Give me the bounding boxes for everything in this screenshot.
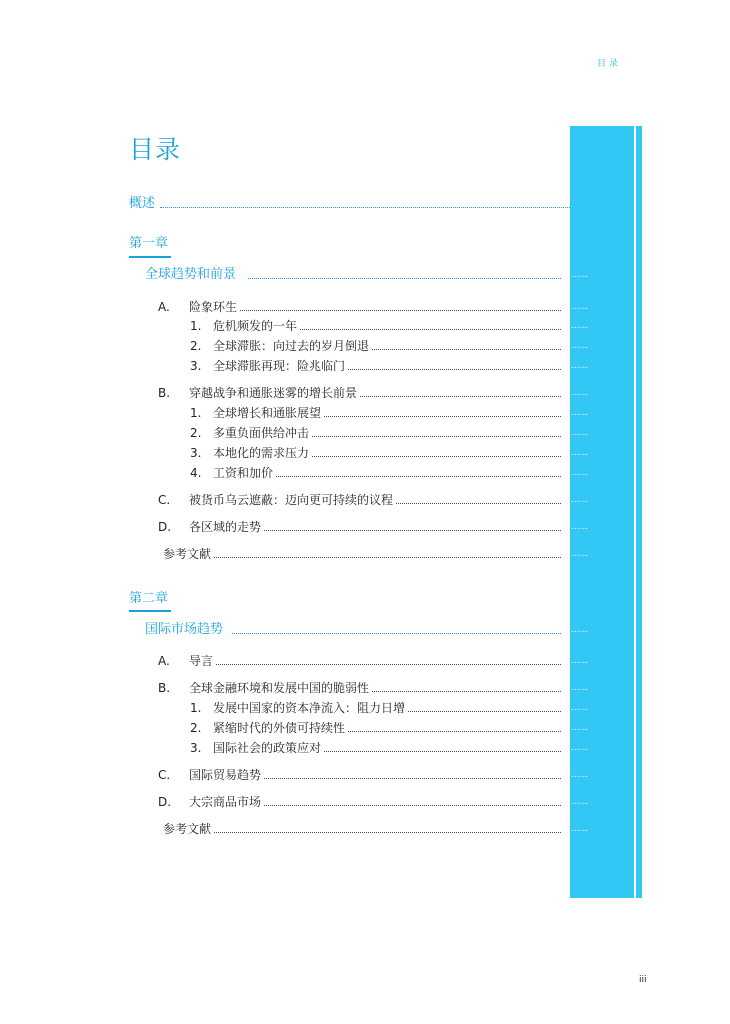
toc-dots: ......: [571, 468, 589, 478]
item-number: 3.: [190, 741, 202, 755]
toc-entry-label: 多重负面供给冲击: [213, 426, 310, 440]
toc-dots: ......: [571, 495, 589, 505]
chapter-label: 第一章: [129, 236, 169, 251]
toc-entry-label: 发展中国家的资本净流入：阻力日增: [213, 701, 406, 715]
toc-dots: ......: [571, 797, 589, 807]
toc-dots: ......: [571, 428, 589, 438]
toc-entry-label: 全球金融环境和发展中国的脆弱性: [189, 681, 370, 695]
toc-dots: ......: [571, 270, 589, 280]
section-letter: C.: [158, 493, 171, 507]
toc-dots: ......: [571, 522, 589, 532]
toc-entry-label: 紧缩时代的外债可持续性: [213, 721, 346, 735]
toc-dots: ......: [571, 408, 589, 418]
toc-entry-label: 全球趋势和前景: [145, 267, 237, 282]
toc-dots: ......: [571, 341, 589, 351]
toc-dots: ......: [571, 321, 589, 331]
toc-dots: ......: [571, 683, 589, 693]
toc-dots: ......: [571, 824, 589, 834]
item-number: 3.: [190, 359, 202, 373]
toc-dots: ......: [571, 302, 589, 312]
toc-entry-label: 危机频发的一年: [213, 319, 298, 333]
toc-entry-label: 全球滞胀：向过去的岁月倒退: [213, 339, 370, 353]
toc-dots: ......: [571, 656, 589, 666]
toc-entry-label: 本地化的需求压力: [213, 446, 310, 460]
toc-dots: ......: [571, 448, 589, 458]
toc-entry-label: 被货币乌云遮蔽：迈向更可持续的议程: [189, 493, 394, 507]
toc-entry-label: 全球滞胀再现：险兆临门: [213, 359, 346, 373]
toc-entry-label: 导言: [189, 654, 214, 668]
running-header: 目录: [597, 59, 622, 69]
toc-entry-label: 参考文献: [163, 822, 212, 836]
toc-dots: ......: [571, 388, 589, 398]
toc-entry-label: 参考文献: [163, 547, 212, 561]
toc-entry-label: 工资和加价: [213, 466, 274, 480]
item-number: 4.: [190, 466, 202, 480]
toc-entry-label: 国际市场趋势: [145, 622, 224, 637]
toc-dots: ......: [571, 549, 589, 559]
footer-page-number: iii: [639, 975, 647, 985]
toc-dots: ......: [571, 723, 589, 733]
item-number: 3.: [190, 446, 202, 460]
toc-dots: ......: [571, 625, 589, 635]
item-number: 2.: [190, 426, 202, 440]
toc-entry-label: 国际贸易趋势: [189, 768, 262, 782]
toc-entry-label: 概述: [129, 196, 156, 211]
chapter-underline: [129, 256, 171, 258]
toc-entry-label: 全球增长和通胀展望: [213, 406, 322, 420]
toc-entry-label: 各区域的走势: [189, 520, 262, 534]
section-letter: C.: [158, 768, 171, 782]
section-letter: A.: [158, 654, 170, 668]
toc-entry-label: 穿越战争和通胀迷雾的增长前景: [189, 386, 358, 400]
toc-dots: ......: [571, 361, 589, 371]
item-number: 2.: [190, 339, 202, 353]
chapter-label: 第二章: [129, 591, 169, 606]
toc-dots: ......: [571, 703, 589, 713]
item-number: 1.: [190, 319, 202, 333]
item-number: 2.: [190, 721, 202, 735]
page-title: 目录: [129, 135, 182, 164]
section-letter: B.: [158, 681, 171, 695]
toc-entry-label: 国际社会的政策应对: [213, 741, 322, 755]
toc-dots: ......: [571, 743, 589, 753]
toc-entry-label: 险象环生: [189, 300, 238, 314]
section-letter: B.: [158, 386, 171, 400]
toc-entry-label: 大宗商品市场: [189, 795, 262, 809]
section-letter: D.: [158, 520, 172, 534]
toc-dots: ......: [571, 770, 589, 780]
item-number: 1.: [190, 406, 202, 420]
item-number: 1.: [190, 701, 202, 715]
page-number-band-edge: [636, 126, 642, 898]
section-letter: D.: [158, 795, 172, 809]
chapter-underline: [129, 610, 171, 612]
section-letter: A.: [158, 300, 170, 314]
